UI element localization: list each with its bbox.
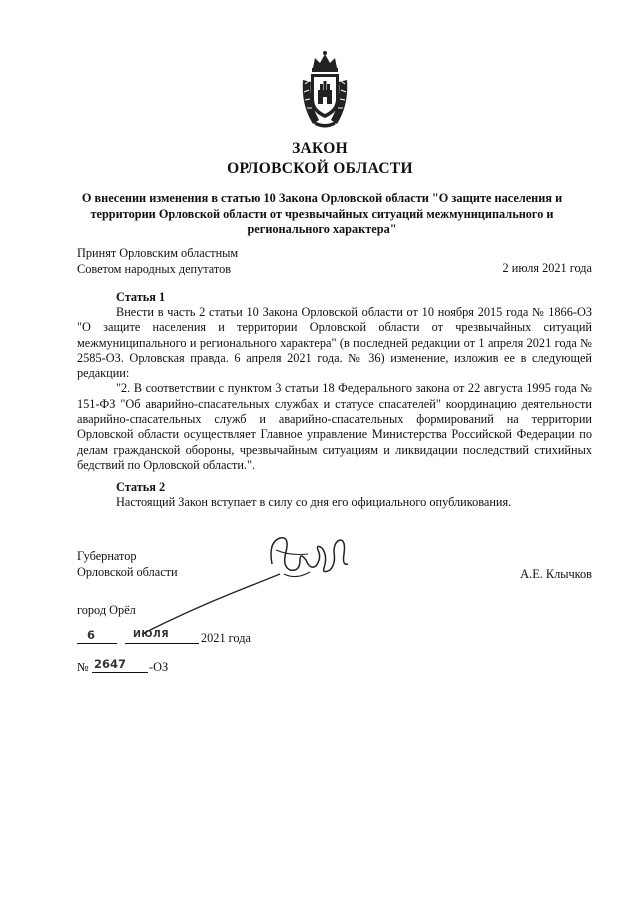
signing-year: 2021 года [201,631,251,645]
governor-name: А.Е. Клычков [520,567,592,581]
governor-title-line1: Губернатор [77,549,137,563]
signing-date [77,628,337,648]
article-2-paragraph-1: Настоящий Закон вступает в силу со дня его официального опубликования. [116,495,512,509]
adopted-by-line1: Принят Орловским областным [77,246,239,260]
law-number-value: 2647 [94,657,127,671]
adopted-by [77,245,238,277]
signing-day: 6 [87,628,96,642]
day-blank [77,643,117,644]
law-number-suffix: -ОЗ [149,660,169,674]
adopted-date: 2 июля 2021 года [502,261,592,275]
adopted-by-line2: Советом народных депутатов [77,262,232,276]
article-1-paragraph-2: "2. В соответствии с пунктом 3 статьи 18 Федерального закона от 22 августа 1995 года № 151-ФЗ "Об аварийно-спасательных службах и статусе спасателей" координацию деятельности аварийно-спасательных служб и аварийно-спасательных формирований на территории Орловской области осуществляет Главное управление Министерства Российской Федерации по делам гражданской обороны, чрезвычайным ситуациям и ликвидации последствий стихийных бедствий по Орловской области.". [77,381,592,472]
governor-title-line2: Орловской области [77,565,178,579]
law-number-blank [92,672,148,673]
article-1-paragraph-1: Внести в часть 2 статьи 10 Закона Орловской области от 10 ноября 2015 года № 1866-ОЗ "О защите населения и территории Орловской области от чрезвычайных ситуаций межмуниципального и регионального характера" (в последней редакции от 1 апреля 2021 года № 2585-ОЗ. Орловская правда. 6 апреля 2021 года. № 36) изменение, изложив ее в следующей редакции: [77,305,592,381]
article-1-body [77,305,592,473]
document-title-region: ОРЛОВСКОЙ ОБЛАСТИ [227,160,413,177]
handwritten-signature [140,530,360,640]
article-2-body [77,495,592,510]
signing-month: ИЮЛЯ [133,629,169,640]
article-1-heading: Статья 1 [116,290,166,304]
law-number [77,657,277,677]
law-number-prefix: № [77,660,89,674]
document-title: ЗАКОН [292,140,348,157]
month-blank [125,643,199,644]
article-2-heading: Статья 2 [116,480,166,494]
coat-of-arms-icon [299,50,351,130]
signing-city: город Орёл [77,603,136,617]
document-subtitle: О внесении изменения в статью 10 Закона Орловской области "О защите населения и территории Орловской области от чрезвычайных ситуаций межмуниципального и регионального характера" [81,191,563,236]
